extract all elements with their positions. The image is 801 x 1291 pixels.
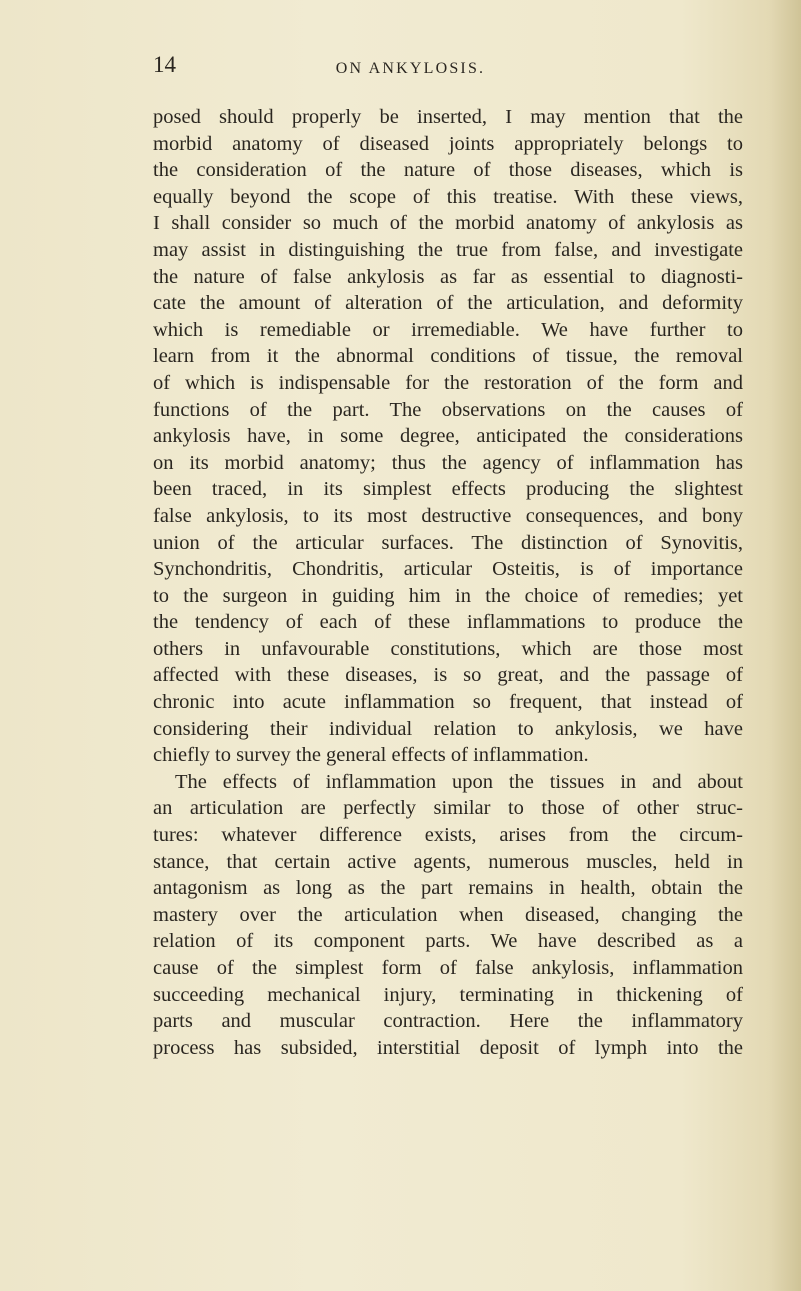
page-number: 14 bbox=[153, 52, 176, 77]
text-line: mastery over the articulation when diseased, changing the bbox=[153, 903, 743, 926]
text-line: equally beyond the scope of this treatise. With these views, bbox=[153, 185, 743, 208]
text-line: of which is indispensable for the restoration of the form and bbox=[153, 371, 743, 394]
text-line: the consideration of the nature of those diseases, which is bbox=[153, 159, 743, 182]
text-line: which is remediable or irremediable. We have further to bbox=[153, 318, 743, 341]
text-line: the tendency of each of these inflammations to produce the bbox=[153, 611, 743, 634]
text-line: to the surgeon in guiding him in the choice of remedies; yet bbox=[153, 584, 743, 607]
text-line: functions of the part. The observations on the causes of bbox=[153, 398, 743, 421]
text-line: may assist in distinguishing the true from false, and investigate bbox=[153, 238, 743, 261]
text-line: considering their individual relation to ankylosis, we have bbox=[153, 717, 743, 740]
text-line: Synchondritis, Chondritis, articular Osteitis, is of importance bbox=[153, 558, 743, 581]
text-line: learn from it the abnormal conditions of tissue, the removal bbox=[153, 345, 743, 368]
text-line: chronic into acute inflammation so frequent, that instead of bbox=[153, 691, 743, 714]
text-line: cause of the simplest form of false ankylosis, inflammation bbox=[153, 957, 743, 979]
text-line: process has subsided, interstitial deposit of lymph into the bbox=[153, 1036, 743, 1059]
text-line: ankylosis have, in some degree, anticipated the considerations bbox=[153, 425, 743, 448]
text-line: on its morbid anatomy; thus the agency of inflammation has bbox=[153, 451, 743, 474]
paragraph-start-line: The effects of inflammation upon the tissues in and about bbox=[175, 770, 743, 793]
text-line: I shall consider so much of the morbid anatomy of ankylosis as bbox=[153, 212, 743, 235]
body-text bbox=[153, 104, 743, 1061]
text-line: the nature of false ankylosis as far as essential to diagnosti- bbox=[153, 265, 743, 288]
text-line: posed should properly be inserted, I may mention that the bbox=[153, 106, 743, 128]
text-line: others in unfavourable constitutions, which are those most bbox=[153, 637, 743, 660]
text-line: succeeding mechanical injury, terminating in thickening of bbox=[153, 983, 743, 1006]
text-line: stance, that certain active agents, numerous muscles, held in bbox=[153, 850, 743, 873]
paragraph-end-line: chiefly to survey the general effects of inflammation. bbox=[153, 744, 589, 767]
text-line: tures: whatever difference exists, arises from the circum- bbox=[153, 824, 743, 847]
text-line: an articulation are perfectly similar to those of other struc- bbox=[153, 797, 743, 820]
text-line: antagonism as long as the part remains in health, obtain the bbox=[153, 877, 743, 900]
text-line: cate the amount of alteration of the articulation, and deformity bbox=[153, 292, 743, 315]
text-line: affected with these diseases, is so great, and the passage of bbox=[153, 664, 743, 687]
text-line: false ankylosis, to its most destructive consequences, and bony bbox=[153, 504, 743, 527]
text-line: union of the articular surfaces. The distinction of Synovitis, bbox=[153, 531, 743, 554]
text-line: been traced, in its simplest effects producing the slightest bbox=[153, 478, 743, 501]
running-head: ON ANKYLOSIS. bbox=[335, 60, 486, 77]
text-line: relation of its component parts. We have described as a bbox=[153, 930, 743, 953]
text-line: parts and muscular contraction. Here the inflammatory bbox=[153, 1010, 743, 1033]
text-line: morbid anatomy of diseased joints appropriately belongs to bbox=[153, 132, 743, 155]
